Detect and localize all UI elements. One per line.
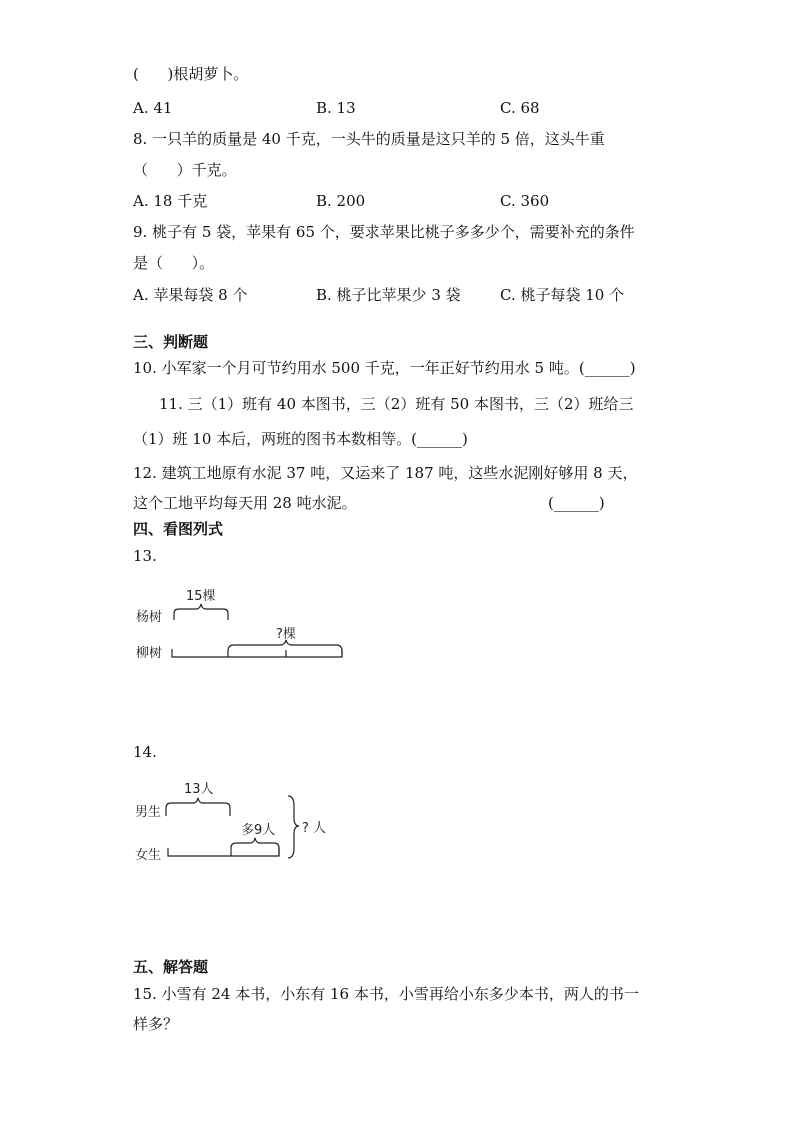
q14-row2-label: 女生 xyxy=(135,848,162,863)
q10-text: 10. 小军家一个月可节约用水 500 千克，一年正好节约用水 5 吨。(______) xyxy=(133,359,636,377)
q9-line2: 是（ ）。 xyxy=(133,254,215,272)
q12-line1: 12. 建筑工地原有水泥 37 吨，又运来了 187 吨，这些水泥刚好够用 8 天， xyxy=(133,464,638,482)
q7-option-c: C. 68 xyxy=(500,99,540,117)
q14-top-brace xyxy=(166,798,230,816)
q8-line2: （ ）千克。 xyxy=(133,161,237,179)
q13-question-label: ?棵 xyxy=(276,627,296,642)
q8-line1: 8. 一只羊的质量是 40 千克，一头牛的质量是这只羊的 5 倍，这头牛重 xyxy=(133,130,605,148)
q14-bottom-line xyxy=(168,848,279,856)
q14-diff-brace xyxy=(231,838,279,856)
q15-line1: 15. 小雪有 24 本书，小东有 16 本书，小雪再给小东多少本书，两人的书一 xyxy=(133,985,639,1003)
q14-number: 14. xyxy=(133,743,157,761)
q8-option-a: A. 18 千克 xyxy=(133,192,208,210)
q13-row2-label: 柳树 xyxy=(136,646,163,661)
q7-option-b: B. 13 xyxy=(316,99,356,117)
q11-line2: （1）班 10 本后，两班的图书本数相等。(______) xyxy=(133,430,468,448)
q11-line1: 11. 三（1）班有 40 本图书，三（2）班有 50 本图书，三（2）班给三 xyxy=(159,395,634,413)
q13-row1-label: 杨树 xyxy=(136,610,163,625)
q13-top-label: 15棵 xyxy=(186,589,216,604)
q15-line2: 样多？ xyxy=(133,1015,179,1033)
q9-line1: 9. 桃子有 5 袋，苹果有 65 个，要求苹果比桃子多多少个，需要补充的条件 xyxy=(133,223,635,241)
q9-option-a: A. 苹果每袋 8 个 xyxy=(133,286,248,304)
section-3-title: 三、判断题 xyxy=(133,333,209,351)
q13-number: 13. xyxy=(133,547,157,565)
q14-total-label: ? 人 xyxy=(302,821,327,836)
q8-option-c: C. 360 xyxy=(500,192,550,210)
q14-top-label: 13人 xyxy=(184,782,214,797)
q8-option-b: B. 200 xyxy=(316,192,366,210)
section-5-title: 五、解答题 xyxy=(133,958,209,976)
q9-option-b: B. 桃子比苹果少 3 袋 xyxy=(316,286,461,304)
section-4-title: 四、看图列式 xyxy=(133,520,224,538)
q12-line2: 这个工地平均每天用 28 吨水泥。 xyxy=(133,494,357,512)
q12-answer-blank[interactable]: (______) xyxy=(548,494,605,512)
q14-row1-label: 男生 xyxy=(135,805,162,820)
q7-option-a: A. 41 xyxy=(133,99,173,117)
q14-total-brace xyxy=(288,796,299,858)
q9-option-c: C. 桃子每袋 10 个 xyxy=(500,286,625,304)
q14-diff-label: 多9人 xyxy=(241,823,276,838)
q7-continuation: ( )根胡萝卜。 xyxy=(133,65,249,83)
